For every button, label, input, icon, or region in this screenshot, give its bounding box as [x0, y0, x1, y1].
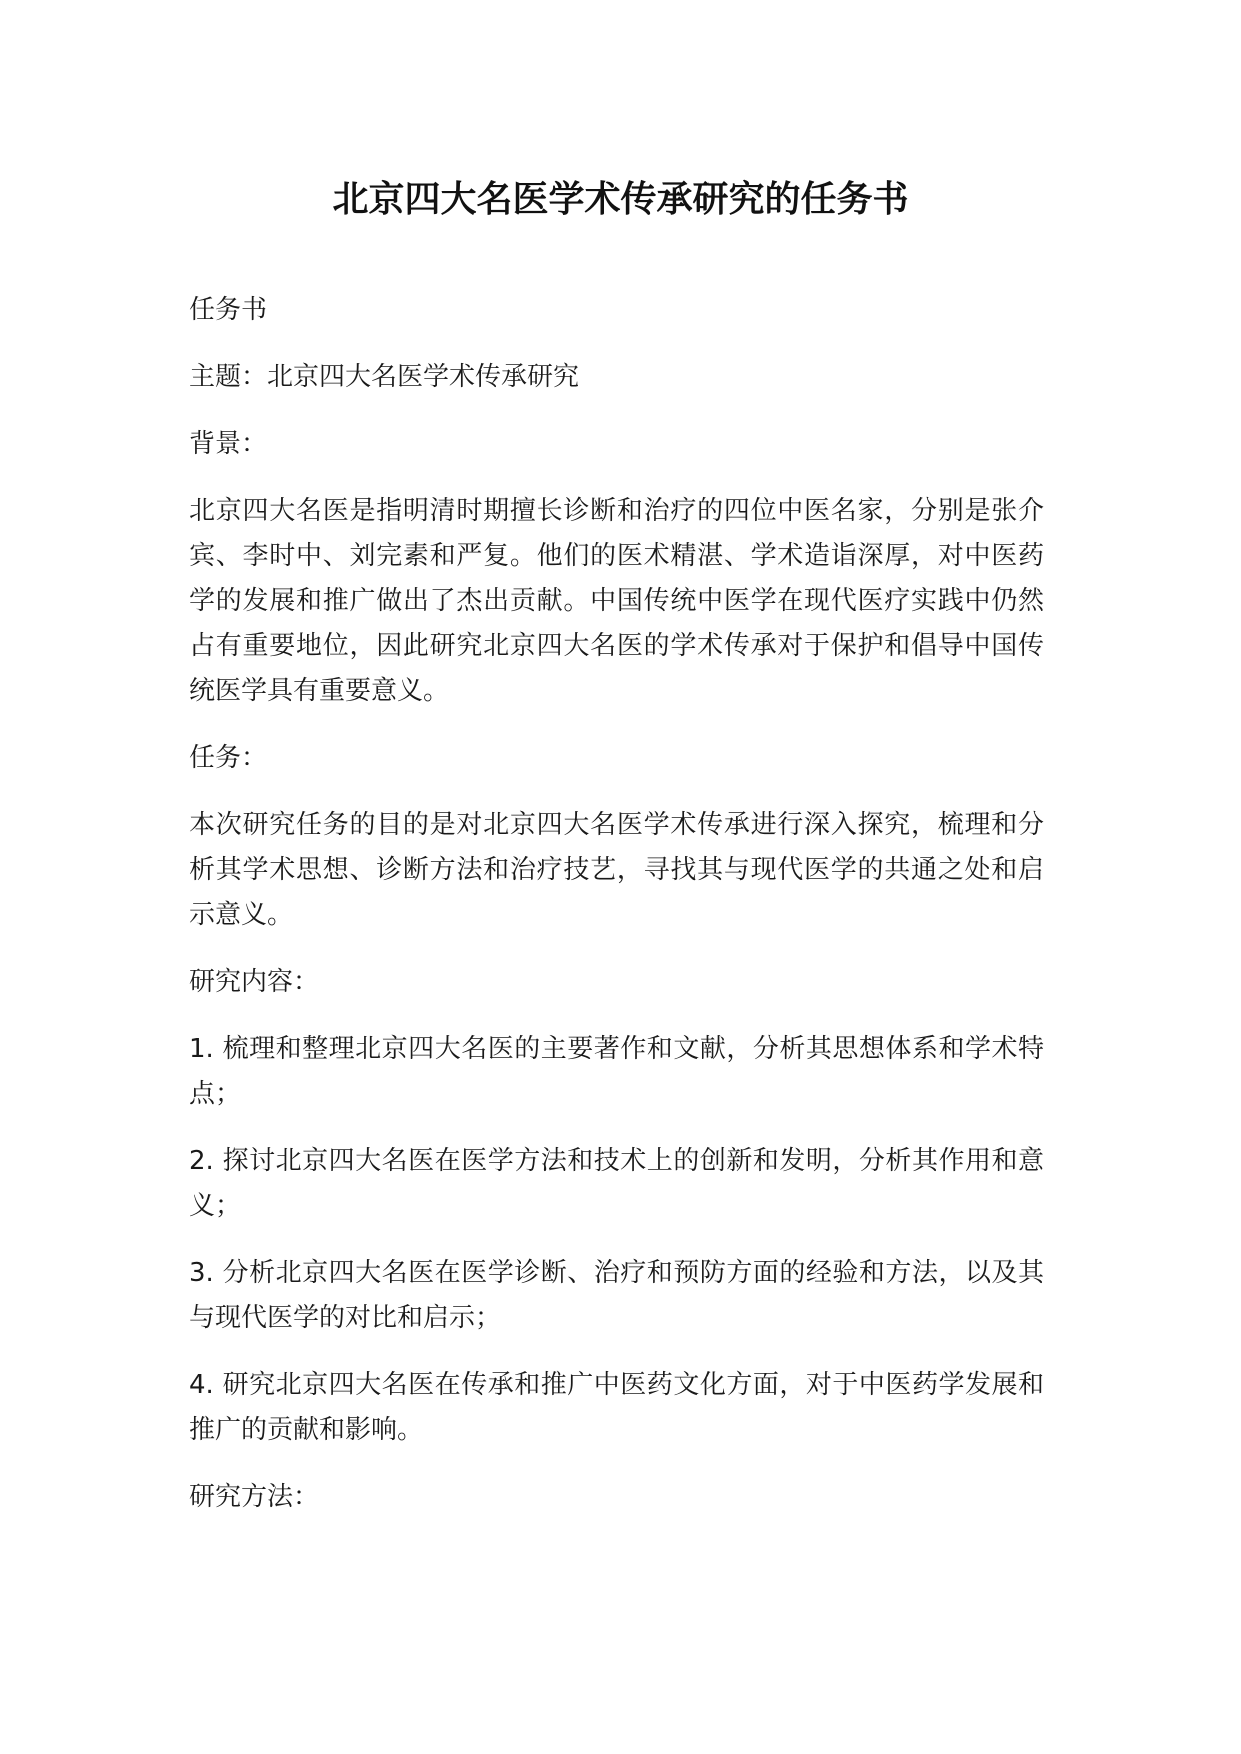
paragraph-heading-background: 背景：: [189, 429, 268, 459]
document-title: 北京四大名医学术传承研究的任务书: [332, 179, 909, 220]
list-item-content-4: 4. 研究北京四大名医在传承和推广中医药文化方面，对于中医药学发展和推广的贡献和影响。: [189, 1370, 1044, 1445]
document-body: [189, 288, 1044, 1542]
paragraph-heading-content: 研究内容：: [189, 967, 320, 997]
paragraph-label-task-book: 任务书: [189, 295, 268, 325]
list-item-content-1: 1. 梳理和整理北京四大名医的主要著作和文献，分析其思想体系和学术特点；: [189, 1034, 1044, 1109]
paragraph-heading-method: 研究方法：: [189, 1482, 320, 1512]
paragraph-task: 本次研究任务的目的是对北京四大名医学术传承进行深入探究，梳理和分析其学术思想、诊断方法和治疗技艺，寻找其与现代医学的共通之处和启示意义。: [189, 810, 1044, 930]
paragraph-heading-task: 任务：: [189, 743, 268, 773]
paragraph-background: 北京四大名医是指明清时期擅长诊断和治疗的四位中医名家，分别是张介宾、李时中、刘完素和严复。他们的医术精湛、学术造诣深厚，对中医药学的发展和推广做出了杰出贡献。中国传统中医学在现代医疗实践中仍然占有重要地位，因此研究北京四大名医的学术传承对于保护和倡导中国传统医学具有重要意义。: [189, 496, 1044, 706]
list-item-content-2: 2. 探讨北京四大名医在医学方法和技术上的创新和发明，分析其作用和意义；: [189, 1146, 1044, 1221]
list-item-content-3: 3. 分析北京四大名医在医学诊断、治疗和预防方面的经验和方法，以及其与现代医学的对比和启示；: [189, 1258, 1044, 1333]
paragraph-topic: 主题：北京四大名医学术传承研究: [189, 362, 580, 392]
